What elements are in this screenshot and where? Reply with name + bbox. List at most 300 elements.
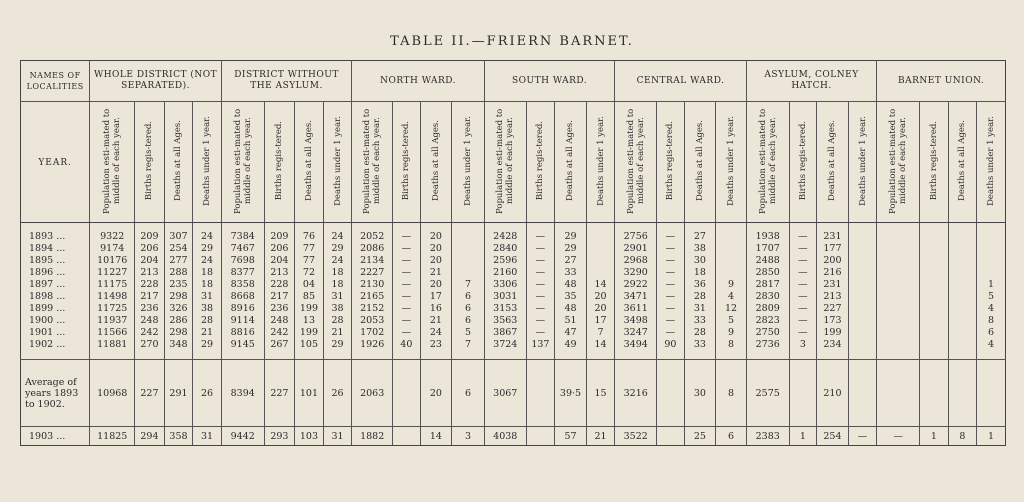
year-cell: 1903 ... — [21, 427, 90, 446]
table-cell: 200 — [817, 255, 849, 267]
table-cell: 209 — [135, 223, 165, 244]
table-cell — [586, 267, 615, 279]
table-cell — [452, 267, 485, 279]
table-cell: 10176 — [90, 255, 135, 267]
sub-header-cell — [90, 102, 135, 223]
table-cell: 2160 — [484, 267, 526, 279]
table-cell: 6 — [977, 327, 1006, 339]
table-cell: — — [657, 315, 685, 327]
table-cell — [920, 279, 949, 291]
table-cell: 227 — [817, 303, 849, 315]
table-row — [21, 303, 1006, 315]
table-cell: 4038 — [484, 427, 526, 446]
table-cell: 29 — [193, 339, 222, 360]
table-cell: 24 — [420, 327, 452, 339]
table-cell: 24 — [323, 255, 352, 267]
table-cell: 228 — [264, 279, 295, 291]
table-cell — [452, 223, 485, 244]
table-title: TABLE II.—FRIERN BARNET. — [390, 34, 634, 49]
average-cell: 3216 — [615, 360, 657, 427]
table-cell: 72 — [295, 267, 324, 279]
data-rows — [21, 223, 1006, 360]
average-cell: 8394 — [221, 360, 264, 427]
table-cell: 213 — [817, 291, 849, 303]
group-header-localities: NAMES OF LOCALITIES — [21, 61, 90, 102]
table-cell: — — [393, 291, 421, 303]
table-cell: 38 — [193, 303, 222, 315]
table-cell — [848, 303, 877, 315]
table-cell: 14 — [420, 427, 452, 446]
year-cell: 1893 ... — [29, 231, 66, 242]
table-cell: 3471 — [615, 291, 657, 303]
table-cell: 277 — [164, 255, 193, 267]
table-cell: 105 — [295, 339, 324, 360]
table-cell — [877, 291, 920, 303]
table-cell: 3867 — [484, 327, 526, 339]
table-cell: 2428 — [484, 223, 526, 244]
sub-header-cell — [393, 102, 421, 223]
table-cell: 6 — [452, 315, 485, 327]
table-cell: — — [848, 427, 877, 446]
table-cell — [848, 223, 877, 244]
table-row — [21, 267, 1006, 279]
sub-header-label: Deaths under 1 year. — [202, 115, 213, 206]
table-cell: 38 — [323, 303, 352, 315]
table-cell: 8358 — [221, 279, 264, 291]
table-cell: 2227 — [352, 267, 393, 279]
table-cell: 04 — [295, 279, 324, 291]
table-cell: 25 — [684, 427, 716, 446]
table-cell: 11227 — [90, 267, 135, 279]
table-cell — [948, 267, 977, 279]
table-cell: 288 — [164, 267, 193, 279]
table-cell: 7 — [586, 327, 615, 339]
table-cell: 2383 — [746, 427, 789, 446]
table-cell: 33 — [684, 315, 716, 327]
table-cell: 29 — [555, 223, 587, 244]
average-cell — [657, 360, 685, 427]
table-cell: — — [657, 279, 685, 291]
sub-header-label: Population esti-mated to middle of each year. — [362, 107, 383, 214]
table-cell: 8 — [977, 315, 1006, 327]
table-cell: 76 — [295, 223, 324, 244]
average-row — [21, 360, 1006, 427]
table-cell: 9442 — [221, 427, 264, 446]
table-cell: — — [393, 267, 421, 279]
table-cell — [948, 279, 977, 291]
table-cell: — — [526, 303, 555, 315]
table-cell: — — [526, 291, 555, 303]
table-cell: 85 — [295, 291, 324, 303]
table-cell: 3498 — [615, 315, 657, 327]
table-cell: — — [657, 223, 685, 244]
table-cell: 21 — [420, 315, 452, 327]
table-cell — [848, 279, 877, 291]
table-cell: 11725 — [90, 303, 135, 315]
table-cell: 2596 — [484, 255, 526, 267]
table-cell: — — [526, 327, 555, 339]
sub-header-label: Deaths at all Ages. — [303, 120, 314, 201]
table-cell: 267 — [264, 339, 295, 360]
table-cell: 16 — [420, 303, 452, 315]
table-cell — [877, 223, 920, 244]
table-cell: 206 — [264, 243, 295, 255]
table-cell: 40 — [393, 339, 421, 360]
table-cell: 29 — [323, 243, 352, 255]
table-cell: 231 — [817, 279, 849, 291]
table-cell: — — [789, 243, 817, 255]
table-cell: 11566 — [90, 327, 135, 339]
average-cell: 291 — [164, 360, 193, 427]
table-cell — [948, 315, 977, 327]
table-cell: — — [657, 291, 685, 303]
table-cell: — — [657, 303, 685, 315]
table-cell: 20 — [420, 279, 452, 291]
average-label: Average of years 1893 to 1902. — [21, 360, 90, 427]
table-cell: 293 — [264, 427, 295, 446]
average-cell: 30 — [684, 360, 716, 427]
sub-header-cell — [221, 102, 264, 223]
table-cell — [877, 243, 920, 255]
average-cell — [920, 360, 949, 427]
table-cell: 9322 — [90, 223, 135, 244]
sub-header-cell — [977, 102, 1006, 223]
sub-header-cell — [920, 102, 949, 223]
table-row — [21, 279, 1006, 291]
table-cell: — — [657, 327, 685, 339]
table-cell: 254 — [817, 427, 849, 446]
sub-header-label: Deaths at all Ages. — [827, 120, 838, 201]
sub-header-cell — [164, 102, 193, 223]
table-cell: — — [789, 327, 817, 339]
table-cell — [848, 291, 877, 303]
table-cell — [920, 267, 949, 279]
sub-header-label: Births regis-tered. — [144, 120, 155, 201]
table-row — [21, 243, 1006, 255]
average-cell: 26 — [193, 360, 222, 427]
group-header-without-asylum: DISTRICT WITHOUT THE ASYLUM. — [221, 61, 352, 102]
group-header-barnet-union: BARNET UNION. — [877, 61, 1006, 102]
sub-header-cell — [452, 102, 485, 223]
table-cell: 33 — [684, 339, 716, 360]
average-cell — [877, 360, 920, 427]
sub-header-cell — [526, 102, 555, 223]
table-cell: 2488 — [746, 255, 789, 267]
table-cell: 7 — [452, 339, 485, 360]
sub-header-label: Births regis-tered. — [535, 120, 546, 201]
table-cell — [920, 291, 949, 303]
table-cell: 2053 — [352, 315, 393, 327]
table-cell — [877, 315, 920, 327]
table-cell — [848, 267, 877, 279]
table-cell: 11937 — [90, 315, 135, 327]
table-cell: 23 — [420, 339, 452, 360]
table-cell — [877, 327, 920, 339]
table-cell: 21 — [420, 267, 452, 279]
table-cell: 8377 — [221, 267, 264, 279]
table-cell — [948, 339, 977, 360]
average-cell — [848, 360, 877, 427]
sub-header-label: Deaths at all Ages. — [957, 120, 968, 201]
table-cell: 2165 — [352, 291, 393, 303]
table-cell — [920, 315, 949, 327]
table-cell: 254 — [164, 243, 193, 255]
table-cell: 21 — [193, 327, 222, 339]
table-cell: 4 — [977, 303, 1006, 315]
table-cell: 3611 — [615, 303, 657, 315]
sub-header-label: Deaths at all Ages. — [173, 120, 184, 201]
table-cell: 4 — [716, 291, 747, 303]
sub-header-cell — [716, 102, 747, 223]
table-cell: 5 — [716, 315, 747, 327]
table-cell: 8 — [716, 339, 747, 360]
table-cell: 3522 — [615, 427, 657, 446]
table-cell: 8668 — [221, 291, 264, 303]
table-cell: 2850 — [746, 267, 789, 279]
table-cell: 1 — [789, 427, 817, 446]
table-cell: 7384 — [221, 223, 264, 244]
table-cell: 213 — [135, 267, 165, 279]
table-cell: 14 — [586, 339, 615, 360]
group-header-south-ward: SOUTH WARD. — [484, 61, 614, 102]
table-cell: 242 — [135, 327, 165, 339]
table-cell: 2901 — [615, 243, 657, 255]
average-cell — [789, 360, 817, 427]
table-cell — [948, 223, 977, 244]
table-cell — [920, 243, 949, 255]
table-cell: 7 — [452, 279, 485, 291]
table-cell — [848, 255, 877, 267]
table-cell: 11175 — [90, 279, 135, 291]
table-row — [21, 315, 1006, 327]
table-cell: 31 — [193, 427, 222, 446]
table-cell: 228 — [135, 279, 165, 291]
table-cell: 28 — [684, 327, 716, 339]
sub-header-label: Population esti-mated to middle of each year. — [757, 107, 778, 214]
table-cell: 5 — [452, 327, 485, 339]
table-cell: 38 — [684, 243, 716, 255]
table-cell: 1926 — [352, 339, 393, 360]
table-cell: 326 — [164, 303, 193, 315]
table-cell: — — [789, 255, 817, 267]
table-cell: 248 — [264, 315, 295, 327]
table-cell — [948, 243, 977, 255]
average-cell: 227 — [135, 360, 165, 427]
table-cell: 6 — [452, 303, 485, 315]
table-cell: — — [526, 243, 555, 255]
table-cell: 36 — [684, 279, 716, 291]
table-cell: 9 — [716, 279, 747, 291]
table-cell: 31 — [323, 291, 352, 303]
sub-header-label: Deaths under 1 year. — [857, 115, 868, 206]
table-cell: 35 — [555, 291, 587, 303]
table-cell: 216 — [817, 267, 849, 279]
table-cell: 28 — [193, 315, 222, 327]
sub-header-label: Deaths under 1 year. — [595, 115, 606, 206]
table-cell: 29 — [323, 339, 352, 360]
table-cell: 20 — [420, 223, 452, 244]
table-cell: 234 — [817, 339, 849, 360]
table-cell: — — [526, 255, 555, 267]
table-cell: 2152 — [352, 303, 393, 315]
table-cell: 29 — [555, 243, 587, 255]
table-cell: 3031 — [484, 291, 526, 303]
average-cell: 39·5 — [555, 360, 587, 427]
table-cell: 199 — [295, 327, 324, 339]
sub-header-cell — [615, 102, 657, 223]
table-cell: 18 — [193, 267, 222, 279]
table-row — [21, 291, 1006, 303]
table-cell: — — [789, 267, 817, 279]
table-cell: 21 — [323, 327, 352, 339]
table-cell — [920, 223, 949, 244]
table-cell: 6 — [716, 427, 747, 446]
table-cell: — — [393, 223, 421, 244]
sub-header-label: Births regis-tered. — [797, 120, 808, 201]
table-cell: 217 — [135, 291, 165, 303]
table-cell — [877, 279, 920, 291]
table-cell: 3247 — [615, 327, 657, 339]
table-cell: 11825 — [90, 427, 135, 446]
table-cell: 1707 — [746, 243, 789, 255]
table-cell: — — [657, 267, 685, 279]
table-cell: 28 — [684, 291, 716, 303]
table-cell: 294 — [135, 427, 165, 446]
table-cell: 5 — [977, 291, 1006, 303]
table-cell: — — [526, 267, 555, 279]
sub-header-label: Deaths at all Ages. — [694, 120, 705, 201]
sub-header-label: Births regis-tered. — [274, 120, 285, 201]
table-cell: 21 — [586, 427, 615, 446]
sub-header-cell — [817, 102, 849, 223]
table-cell — [452, 243, 485, 255]
table-cell: — — [877, 427, 920, 446]
table-cell: — — [657, 255, 685, 267]
table-cell: — — [789, 223, 817, 244]
sub-header-cell — [135, 102, 165, 223]
sub-header-cell — [323, 102, 352, 223]
table-cell — [948, 255, 977, 267]
table-cell — [716, 255, 747, 267]
table-cell: 3 — [452, 427, 485, 446]
table-cell: 236 — [135, 303, 165, 315]
year-cell: 1902 ... — [29, 339, 66, 350]
table-cell — [920, 255, 949, 267]
table-cell — [657, 427, 685, 446]
table-cell: 3724 — [484, 339, 526, 360]
table-cell — [920, 327, 949, 339]
table-cell: 235 — [164, 279, 193, 291]
table-cell — [948, 303, 977, 315]
table-cell: 14 — [586, 279, 615, 291]
table-cell: 9114 — [221, 315, 264, 327]
table-cell: 11498 — [90, 291, 135, 303]
table-cell: 199 — [817, 327, 849, 339]
table-cell: 2817 — [746, 279, 789, 291]
sub-header-label: Deaths under 1 year. — [726, 115, 737, 206]
table-cell: 49 — [555, 339, 587, 360]
table-cell: 11881 — [90, 339, 135, 360]
year-cell: 1898 ... — [29, 291, 66, 302]
table-cell: 24 — [193, 255, 222, 267]
table-cell: — — [789, 291, 817, 303]
average-cell: 210 — [817, 360, 849, 427]
table-cell — [586, 255, 615, 267]
table-cell: 358 — [164, 427, 193, 446]
average-cell: 227 — [264, 360, 295, 427]
table-cell: 8816 — [221, 327, 264, 339]
friern-barnet-table — [20, 60, 1006, 446]
table-cell: 177 — [817, 243, 849, 255]
sub-header-label: Population esti-mated to middle of each year. — [495, 107, 516, 214]
table-cell — [877, 255, 920, 267]
average-cell — [526, 360, 555, 427]
table-cell: 47 — [555, 327, 587, 339]
sub-header-cell — [555, 102, 587, 223]
table-cell: 2840 — [484, 243, 526, 255]
table-cell: 57 — [555, 427, 587, 446]
table-cell: 20 — [586, 303, 615, 315]
table-cell — [848, 243, 877, 255]
table-cell: 51 — [555, 315, 587, 327]
average-cell: 15 — [586, 360, 615, 427]
table-cell — [977, 223, 1006, 244]
sub-header-cell — [264, 102, 295, 223]
table-cell — [877, 267, 920, 279]
table-cell: 20 — [420, 243, 452, 255]
average-cell — [948, 360, 977, 427]
table-cell: 2968 — [615, 255, 657, 267]
sub-header-cell — [746, 102, 789, 223]
table-cell: 206 — [135, 243, 165, 255]
sub-header-row — [21, 102, 1006, 223]
table-cell: 77 — [295, 243, 324, 255]
table-cell: 2922 — [615, 279, 657, 291]
table-cell — [977, 255, 1006, 267]
sub-header-cell — [684, 102, 716, 223]
table-cell: 2130 — [352, 279, 393, 291]
table-cell: 298 — [164, 291, 193, 303]
table-cell: 2736 — [746, 339, 789, 360]
table-cell: 6 — [452, 291, 485, 303]
table-cell: 4 — [977, 339, 1006, 360]
average-cell: 6 — [452, 360, 485, 427]
table-cell: — — [393, 243, 421, 255]
table-cell: — — [789, 315, 817, 327]
sub-header-cell — [789, 102, 817, 223]
table-cell: 12 — [716, 303, 747, 315]
table-cell: 231 — [817, 223, 849, 244]
table-cell: 1 — [920, 427, 949, 446]
sub-header-cell — [484, 102, 526, 223]
table-row — [21, 339, 1006, 360]
table-row — [21, 327, 1006, 339]
table-cell: 217 — [264, 291, 295, 303]
table-cell: 2086 — [352, 243, 393, 255]
table-cell: — — [526, 315, 555, 327]
sub-header-cell — [352, 102, 393, 223]
sub-header-label: Deaths under 1 year. — [463, 115, 474, 206]
table-cell: 48 — [555, 303, 587, 315]
sub-header-cell — [848, 102, 877, 223]
table-cell: 2823 — [746, 315, 789, 327]
table-row — [21, 255, 1006, 267]
table-cell: — — [393, 279, 421, 291]
table-cell: — — [789, 303, 817, 315]
table-cell: 20 — [420, 255, 452, 267]
table-cell: 199 — [295, 303, 324, 315]
table-cell: 30 — [684, 255, 716, 267]
